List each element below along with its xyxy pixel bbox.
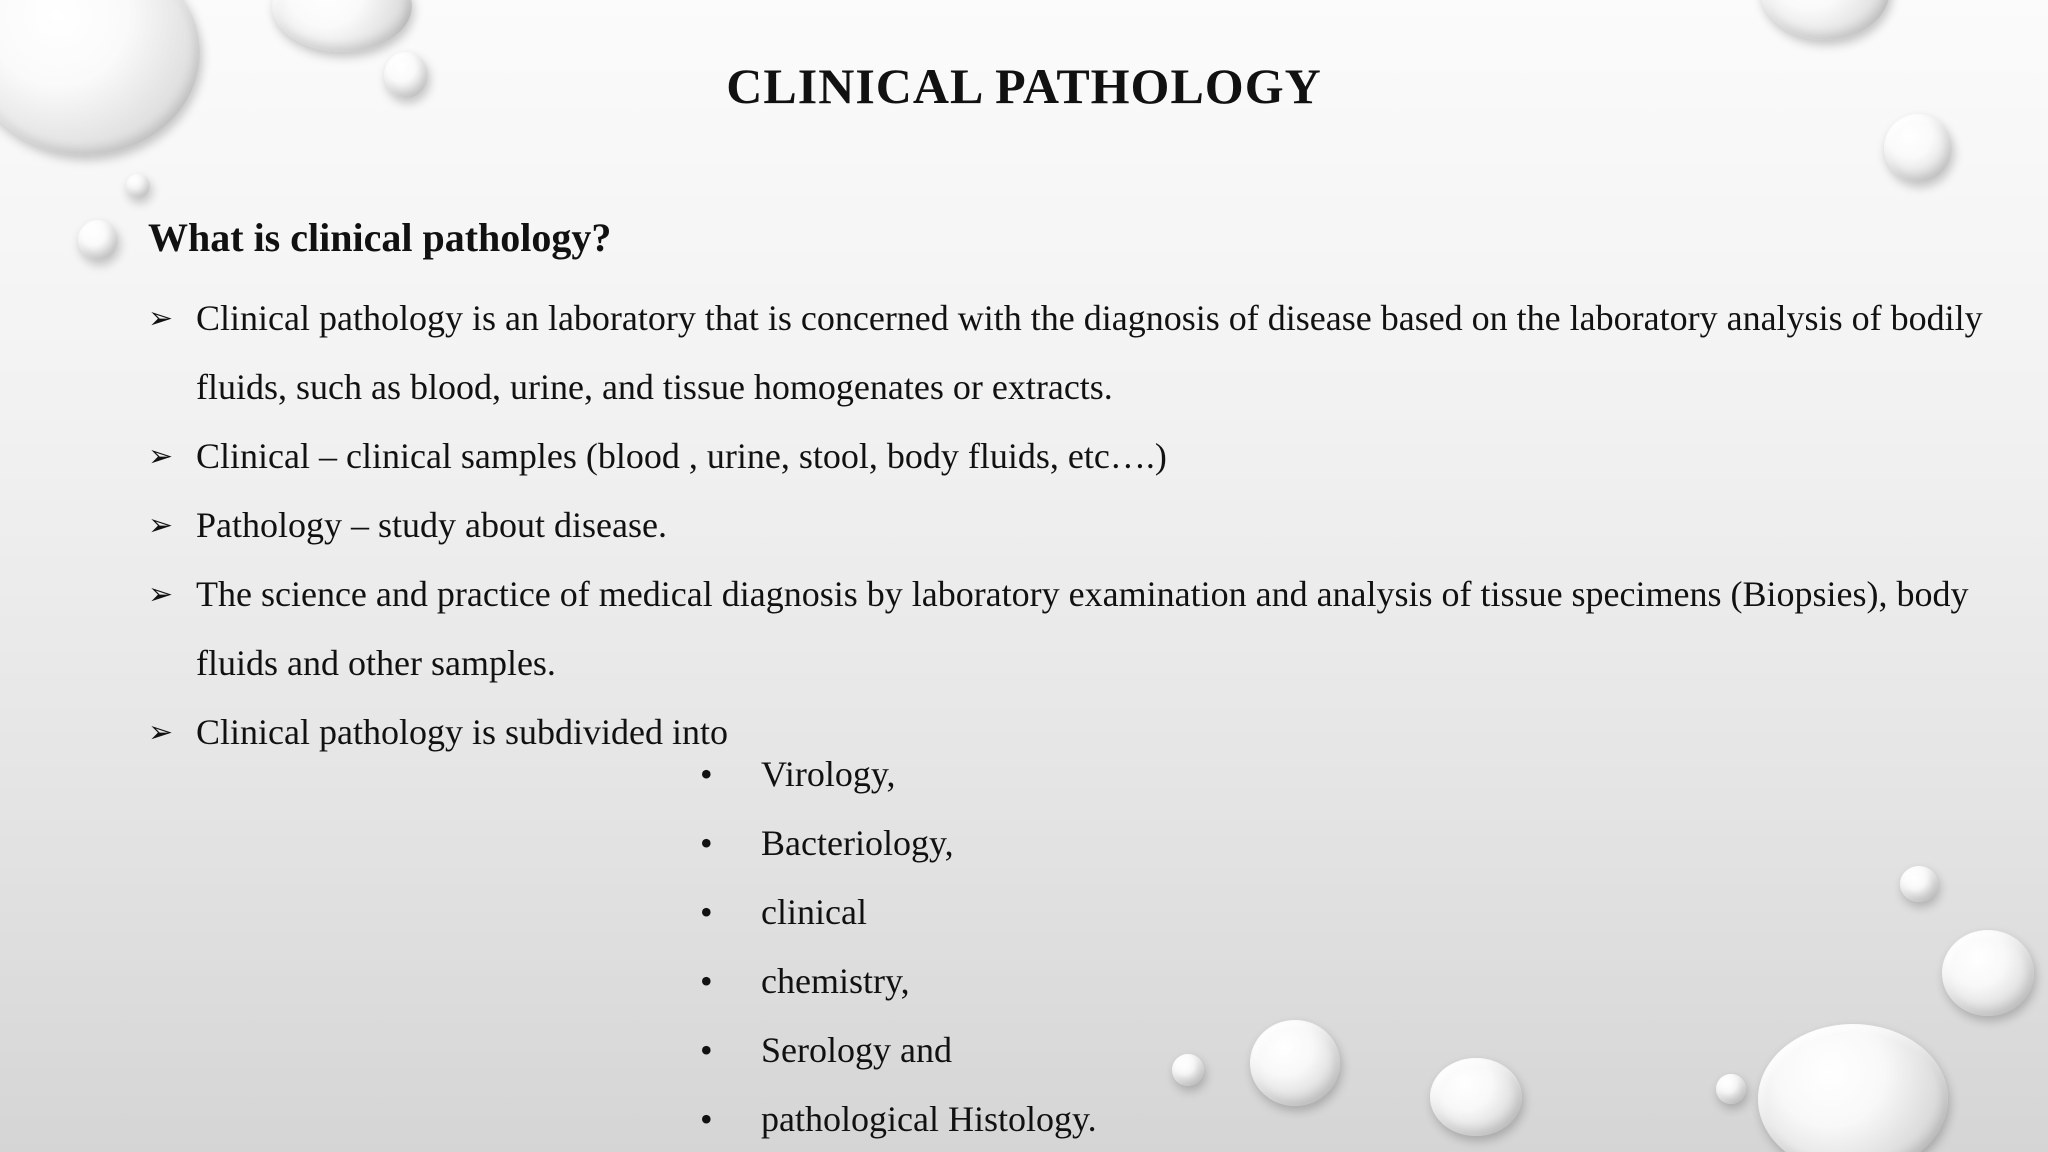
arrow-bullet-icon: ➢ [148,509,174,542]
subdivision-item [700,1016,1097,1085]
water-drop-decoration [126,174,150,198]
dot-bullet-icon: • [700,892,713,932]
water-drop-decoration [78,220,118,260]
subdivision-text: chemistry, [761,961,910,1001]
subdivision-text: Virology, [761,754,896,794]
bullet-text: Clinical pathology is subdivided into [196,712,728,752]
bullet-list [148,284,2028,767]
subdivision-text: clinical [761,892,867,932]
section-heading: What is clinical pathology? [148,215,612,260]
bullet-text: Clinical – clinical samples (blood , urine, stool, body fluids, etc….) [196,436,1167,476]
water-drop-decoration [1942,930,2034,1016]
bullet-item [148,491,2028,560]
water-drop-decoration [1250,1020,1340,1106]
bullet-text: Pathology – study about disease. [196,505,667,545]
slide-title: CLINICAL PATHOLOGY [726,58,1322,114]
water-drop-decoration [1758,1024,1948,1152]
dot-bullet-icon: • [700,823,713,863]
subdivision-text: Serology and [761,1030,952,1070]
arrow-bullet-icon: ➢ [148,440,174,473]
subdivision-item [700,878,1097,947]
water-drop-decoration [1884,114,1952,182]
subdivision-text: pathological Histology. [761,1099,1097,1139]
water-drop-decoration [1430,1058,1522,1136]
subdivision-item [700,740,1097,809]
bullet-text: Clinical pathology is an laboratory that is concerned with the diagnosis of disease based on the laboratory analysis of bodily fluids, such as blood, urine, and tissue homogenates or extracts. [196,298,1983,407]
subdivision-item [700,947,1097,1016]
arrow-bullet-icon: ➢ [148,716,174,749]
water-drop-decoration [1760,0,1890,40]
bullet-text: The science and practice of medical diagnosis by laboratory examination and analysis of tissue specimens (Biopsies), body fluids and other samples. [196,574,1969,683]
dot-bullet-icon: • [700,1030,713,1070]
subdivision-item [700,1085,1097,1152]
dot-bullet-icon: • [700,961,713,1001]
arrow-bullet-icon: ➢ [148,578,174,611]
water-drop-decoration [272,0,412,52]
water-drop-decoration [1716,1074,1746,1104]
dot-bullet-icon: • [700,1099,713,1139]
subdivision-text: Bacteriology, [761,823,954,863]
bullet-item [148,422,2028,491]
subdivision-item [700,809,1097,878]
dot-bullet-icon: • [700,754,713,794]
water-drop-decoration [1172,1054,1204,1086]
water-drop-decoration [1900,866,1938,902]
subdivision-list [700,740,1097,1152]
bullet-item [148,284,2028,422]
arrow-bullet-icon: ➢ [148,302,174,335]
bullet-item [148,560,2028,698]
